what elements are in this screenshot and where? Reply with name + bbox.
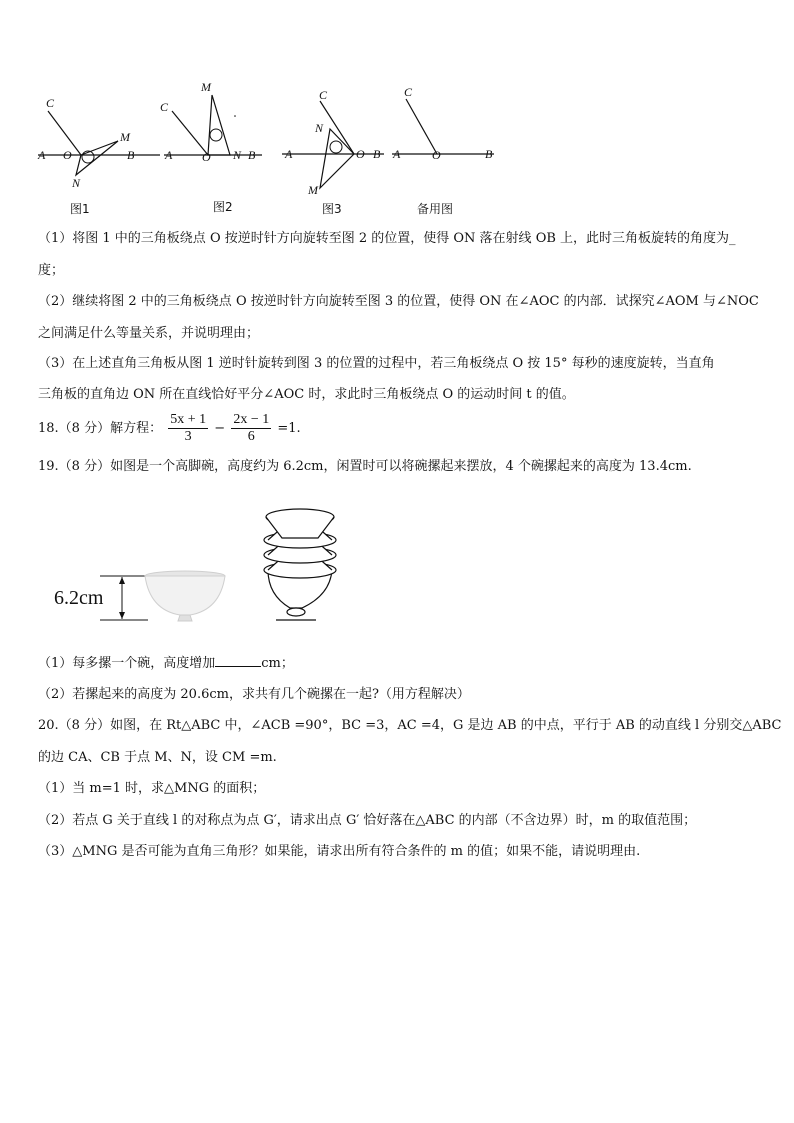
- q19-part2: （2）若摞起来的高度为 20.6cm，求共有几个碗摞在一起?（用方程解决）: [38, 687, 470, 702]
- bowl-figure: [40, 500, 370, 630]
- q19-part1: [38, 654, 294, 672]
- label-B: B: [248, 148, 256, 162]
- label-O: O: [63, 148, 72, 162]
- q17-part1-cont: 度；: [38, 263, 65, 278]
- stacked-bowls: [264, 509, 336, 620]
- label-A: A: [38, 148, 46, 162]
- q20-part1: （1）当 m=1 时，求△MNG 的面积；: [38, 781, 266, 796]
- label-A: A: [393, 147, 401, 161]
- label-B: B: [127, 148, 135, 162]
- label-B: B: [373, 147, 381, 161]
- label-O: O: [432, 148, 441, 162]
- figure-3: [282, 88, 384, 216]
- label-N: N: [315, 121, 324, 135]
- fraction-2-denominator: 6: [247, 429, 255, 444]
- height-label: 6.2cm: [54, 587, 104, 609]
- q17-part2-cont: 之间满足什么等量关系，并说明理由；: [38, 326, 260, 341]
- label-M: M: [201, 80, 211, 94]
- label-A: A: [285, 147, 293, 161]
- label-C: C: [160, 100, 169, 114]
- figure-backup: [392, 85, 494, 216]
- figure-1-caption: 图1: [70, 202, 90, 216]
- label-C: C: [46, 96, 55, 110]
- fraction-2: [231, 412, 271, 445]
- figure-2-caption: 图2: [213, 200, 233, 214]
- figure-3-caption: 图3: [322, 202, 342, 216]
- equation-rhs: =1.: [277, 421, 301, 436]
- fraction-1-denominator: 3: [184, 429, 192, 444]
- answer-blank: [215, 654, 261, 667]
- figure-1: [37, 96, 160, 216]
- q20-part3: （3）△MNG 是否可能为直角三角形？如果能，请求出所有符合条件的 m 的值；如果不能，请说明理由.: [38, 844, 641, 859]
- q20-stem: 20.（8 分）如图，在 Rt△ABC 中，∠ACB =90°，BC =3，AC =4，G 是边 AB 的中点，平行于 AB 的动直线 l 分别交△ABC: [38, 718, 782, 733]
- q19-part1-unit: cm；: [261, 656, 294, 671]
- rotation-figures: [30, 75, 510, 220]
- fraction-1-numerator: 5x + 1: [170, 412, 207, 427]
- q20-stem-cont: 的边 CA、CB 于点 M、N，设 CM =m.: [38, 750, 277, 765]
- label-A: A: [165, 148, 173, 162]
- label-O: O: [356, 147, 365, 161]
- label-O: O: [202, 150, 211, 164]
- q17-part1: （1）将图 1 中的三角板绕点 O 按逆时针方向旋转至图 2 的位置，使得 ON 落在射线 OB 上，此时三角板旋转的角度为_: [38, 231, 736, 246]
- height-dimension: [54, 576, 148, 620]
- figure-backup-caption: 备用图: [417, 202, 454, 216]
- fraction-1: [168, 412, 208, 445]
- label-N: N: [72, 176, 81, 190]
- figure-2: [160, 80, 262, 214]
- q20-part2: （2）若点 G 关于直线 l 的对称点为点 G′，请求出点 G′ 恰好落在△ABC 的内部（不含边界）时，m 的取值范围；: [38, 813, 697, 828]
- q17-part3-cont: 三角板的直角边 ON 所在直线恰好平分∠AOC 时，求此时三角板绕点 O 的运动时间 t 的值。: [38, 387, 575, 402]
- q17-part3: （3）在上述直角三角板从图 1 逆时针旋转到图 3 的位置的过程中，若三角板绕点 O 按 15° 每秒的速度旋转，当直角: [38, 356, 715, 371]
- q18-equation: [38, 412, 301, 446]
- label-M: M: [120, 130, 130, 144]
- q19-stem: 19.（8 分）如图是一个高脚碗，高度约为 6.2cm，闲置时可以将碗摞起来摆放，4 个碗摞起来的高度为 13.4cm.: [38, 459, 692, 474]
- label-B: B: [485, 147, 493, 161]
- q18-prefix: 18.（8 分）解方程：: [38, 421, 163, 436]
- label-M: M: [308, 183, 318, 197]
- minus-sign: −: [214, 421, 226, 436]
- q19-part1-text: （1）每多摞一个碗，高度增加: [38, 656, 216, 671]
- label-N: N: [233, 148, 242, 162]
- bowl-photo: [145, 571, 225, 621]
- label-C: C: [319, 88, 328, 102]
- q17-part2: （2）继续将图 2 中的三角板绕点 O 按逆时针方向旋转至图 3 的位置，使得 ON 在∠AOC 的内部．试探究∠AOM 与∠NOC: [38, 294, 759, 309]
- label-C: C: [404, 85, 413, 99]
- fraction-2-numerator: 2x − 1: [233, 412, 270, 427]
